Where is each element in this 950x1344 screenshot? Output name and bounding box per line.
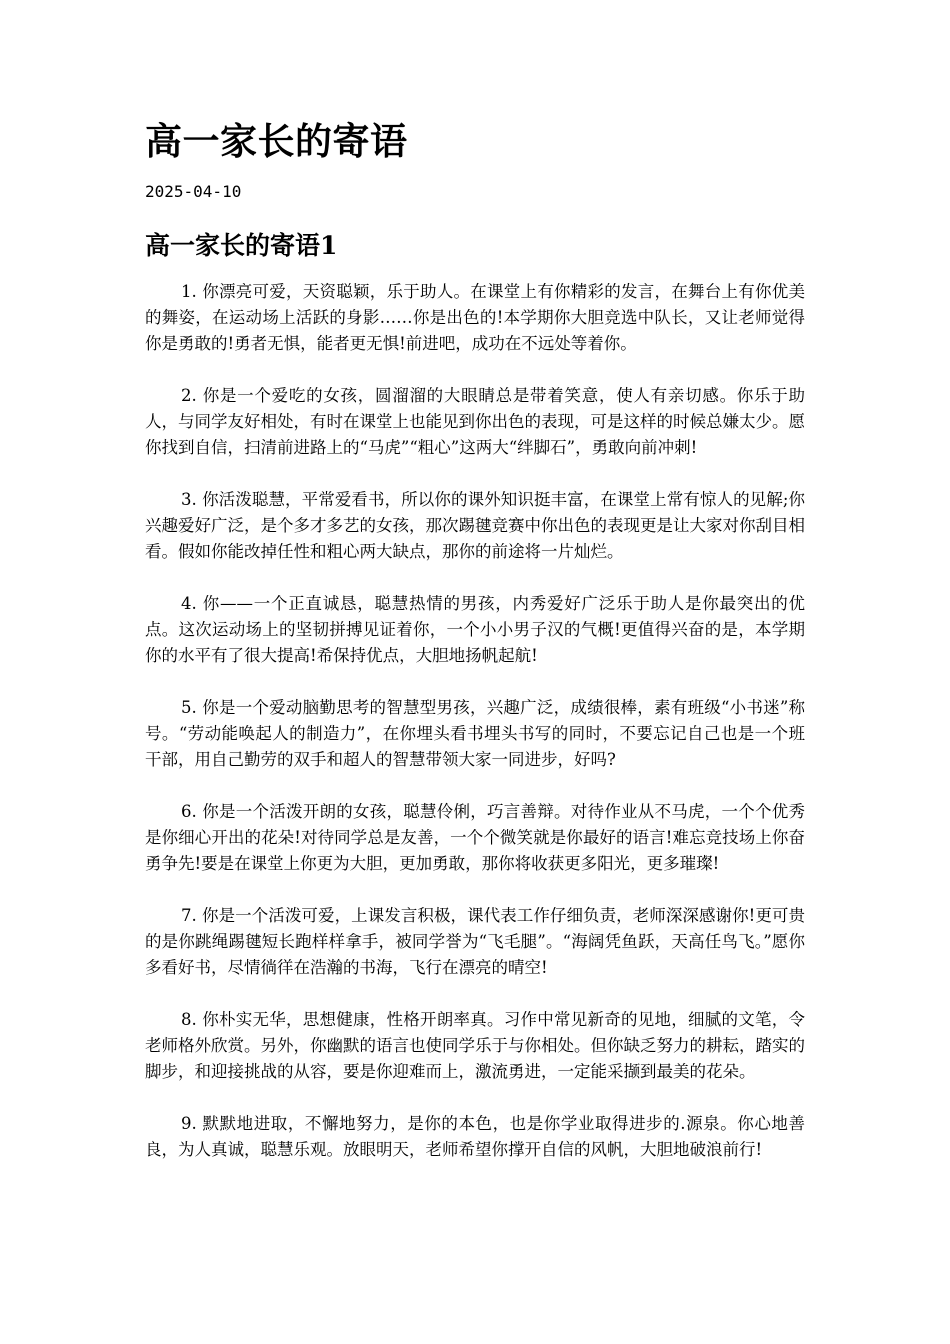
document-title: 高一家长的寄语 — [145, 119, 408, 163]
publish-date: 2025-04-10 — [145, 182, 242, 201]
paragraph: 8. 你朴实无华，思想健康，性格开朗率真。习作中常见新奇的见地，细腻的文笔，令老师格外欣赏。另外，你幽默的语言也使同学乐于与你相处。但你缺乏努力的耕耘，踏实的脚步，和迎接挑战的从容，要是你迎难而上，激流勇进，一定能采撷到最美的花朵。 — [145, 1010, 805, 1081]
document-page — [145, 0, 805, 1189]
paragraph: 3. 你活泼聪慧，平常爱看书，所以你的课外知识挺丰富，在课堂上常有惊人的见解;你兴趣爱好广泛，是个多才多艺的女孩，那次踢毽竞赛中你出色的表现更是让大家对你刮目相看。假如你能改掉任性和粗心两大缺点，那你的前途将一片灿烂。 — [145, 490, 805, 561]
paragraph: 1. 你漂亮可爱，天资聪颖，乐于助人。在课堂上有你精彩的发言，在舞台上有你优美的舞姿，在运动场上活跃的身影……你是出色的!本学期你大胆竞选中队长，又让老师觉得你是勇敢的!勇者无惧，能者更无惧!前进吧，成功在不远处等着你。 — [145, 282, 805, 353]
paragraph: 9. 默默地进取，不懈地努力，是你的本色，也是你学业取得进步的.源泉。你心地善良，为人真诚，聪慧乐观。放眼明天，老师希望你撑开自信的风帆，大胆地破浪前行! — [145, 1114, 805, 1159]
paragraph: 5. 你是一个爱动脑勤思考的智慧型男孩，兴趣广泛，成绩很棒，素有班级“小书迷”称号。“劳动能唤起人的制造力”，在你埋头看书埋头书写的同时，不要忘记自己也是一个班干部，用自己勤劳的双手和超人的智慧带领大家一同进步，好吗? — [145, 698, 805, 769]
section-title: 高一家长的寄语1 — [145, 231, 338, 260]
paragraph: 7. 你是一个活泼可爱，上课发言积极，课代表工作仔细负责，老师深深感谢你!更可贵的是你跳绳踢毽短长跑样样拿手，被同学誉为“飞毛腿”。“海阔凭鱼跃，天高任鸟飞。”愿你多看好书，尽情徜徉在浩瀚的书海，飞行在漂亮的晴空! — [145, 906, 805, 977]
paragraph: 6. 你是一个活泼开朗的女孩，聪慧伶俐，巧言善辩。对待作业从不马虎，一个个优秀是你细心开出的花朵!对待同学总是友善，一个个微笑就是你最好的语言!难忘竞技场上你奋勇争先!要是在课堂上你更为大胆，更加勇敢，那你将收获更多阳光，更多璀璨! — [145, 802, 805, 873]
paragraph: 4. 你——一个正直诚恳，聪慧热情的男孩，内秀爱好广泛乐于助人是你最突出的优点。这次运动场上的坚韧拼搏见证着你，一个小小男子汉的气概!更值得兴奋的是，本学期你的水平有了很大提高!希保持优点，大胆地扬帆起航! — [145, 594, 805, 665]
paragraph: 2. 你是一个爱吃的女孩，圆溜溜的大眼睛总是带着笑意，使人有亲切感。你乐于助人，与同学友好相处，有时在课堂上也能见到你出色的表现，可是这样的时候总嫌太少。愿你找到自信，扫清前进路上的“马虎”“粗心”这两大“绊脚石”，勇敢向前冲刺! — [145, 386, 805, 457]
paragraph-list — [145, 279, 805, 1163]
